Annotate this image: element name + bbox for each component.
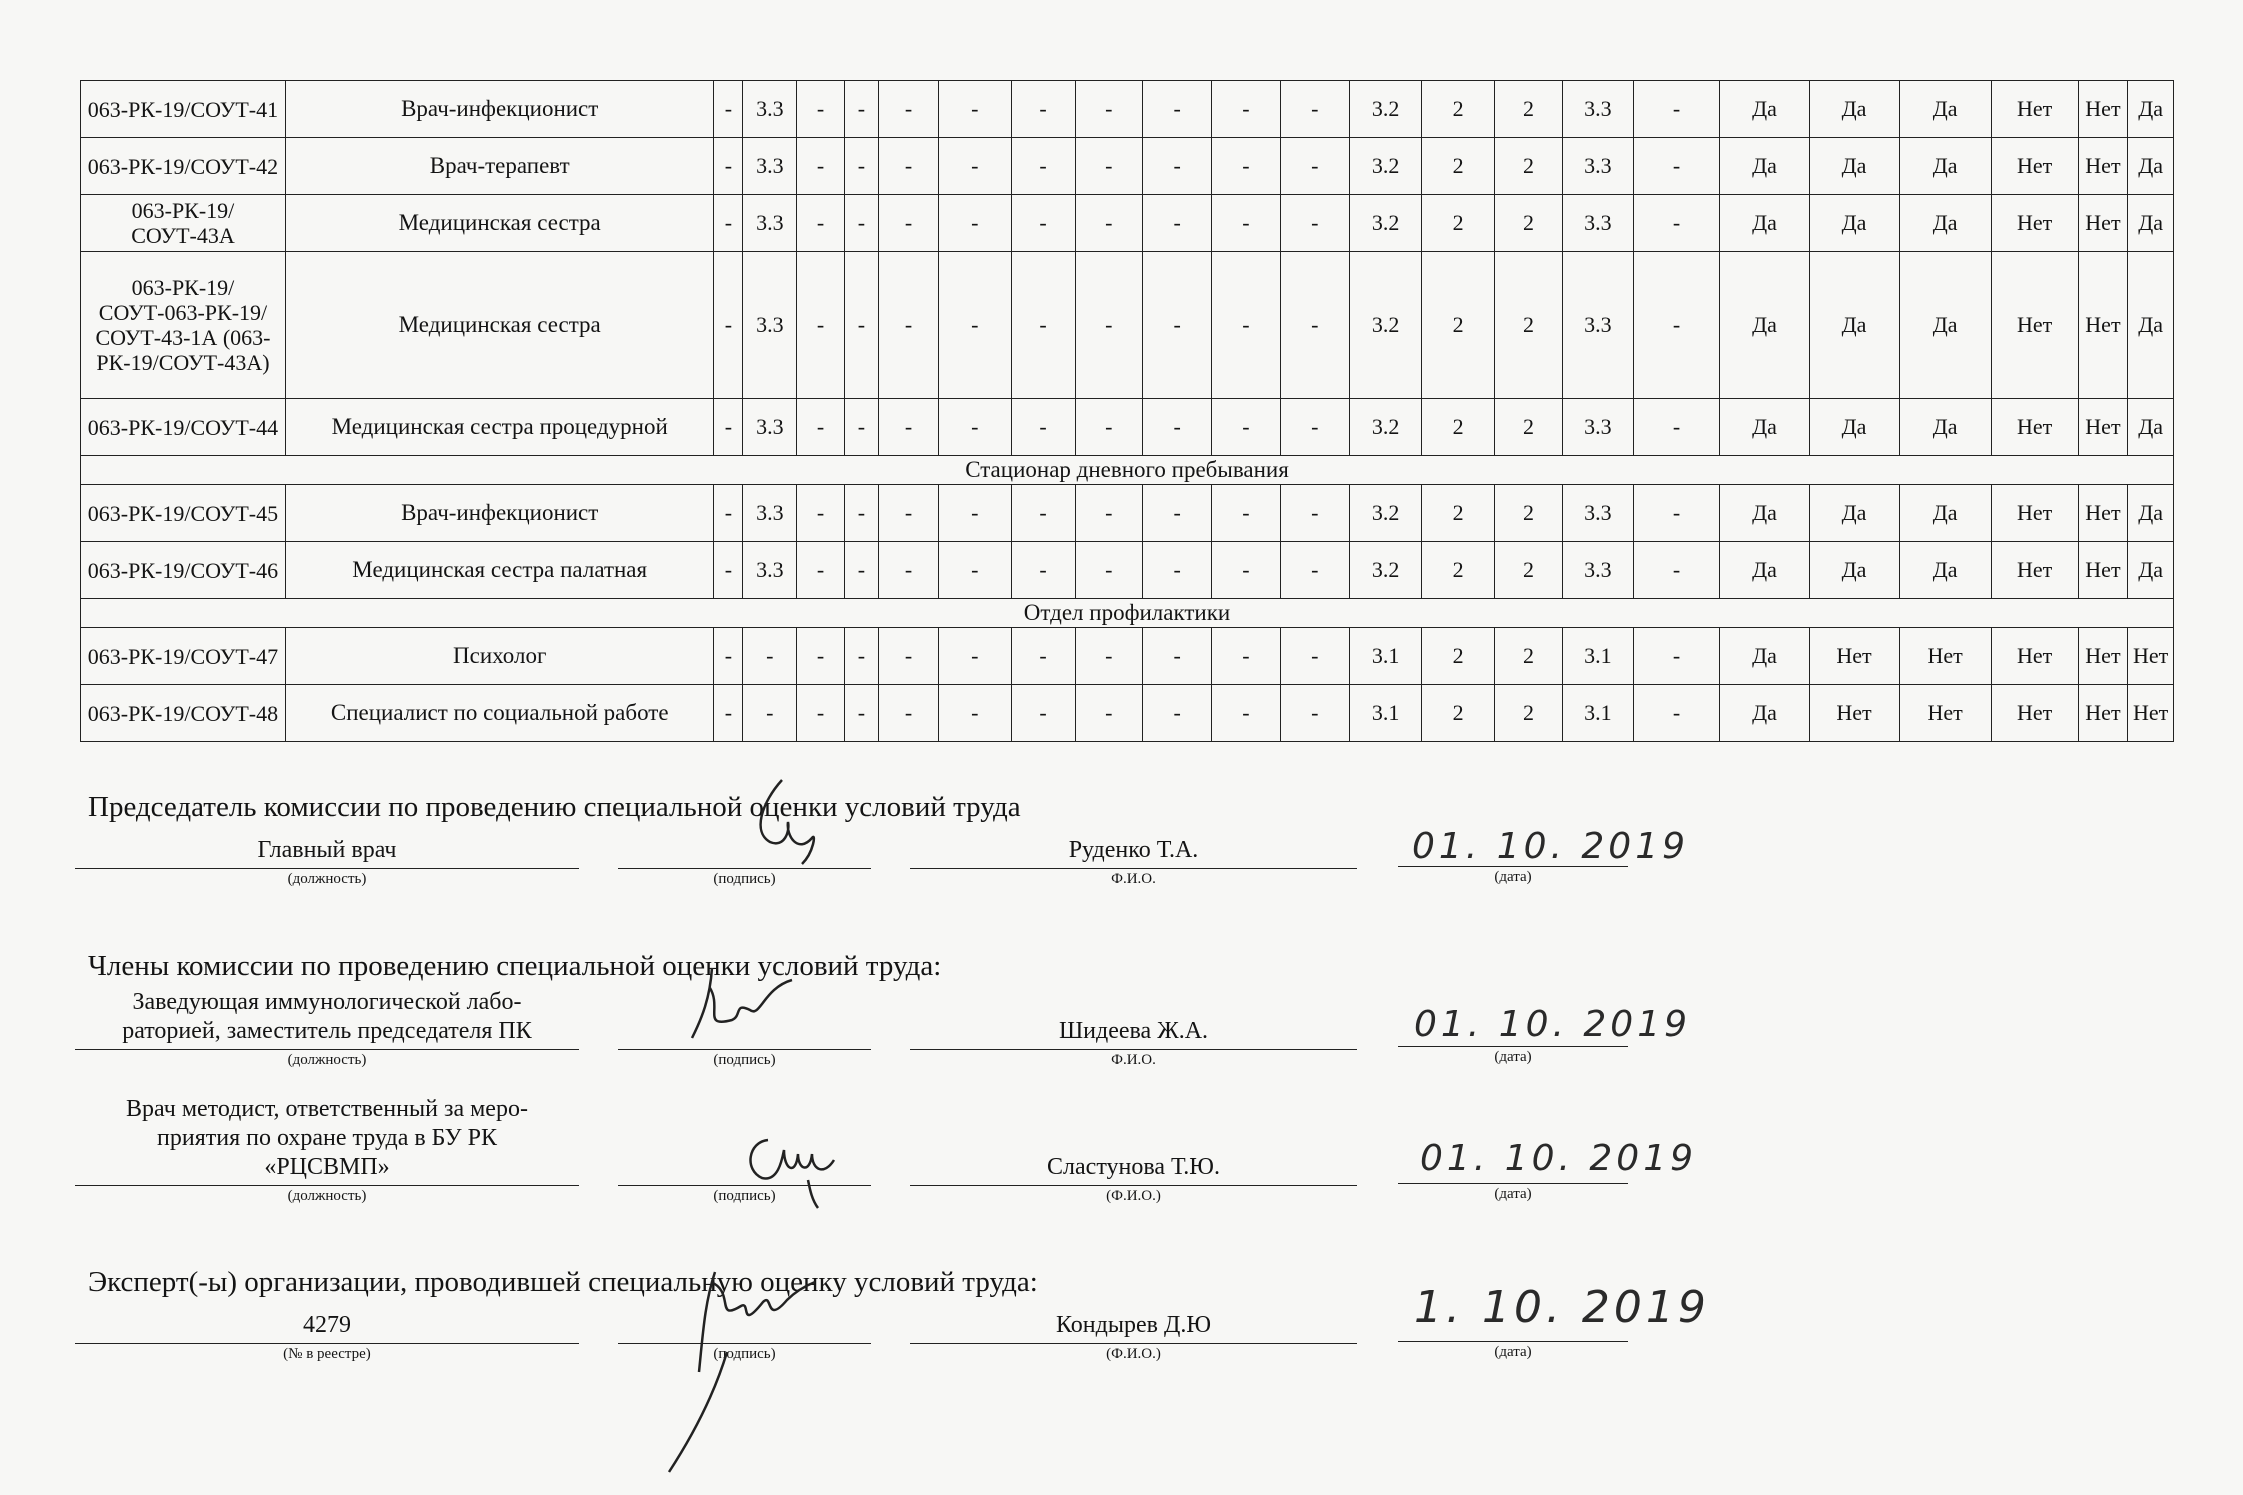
table-cell: Нет <box>1991 195 2078 252</box>
table-cell: 3.3 <box>743 252 797 399</box>
table-cell: - <box>1011 485 1075 542</box>
table-cell: - <box>1142 685 1211 742</box>
workplace-code: 063-РК-19/СОУТ-47 <box>81 628 286 685</box>
table-cell: - <box>879 252 939 399</box>
table-cell: 2 <box>1422 628 1494 685</box>
table-cell: - <box>844 138 878 195</box>
expert-name-caption: (Ф.И.О.) <box>1106 1346 1161 1362</box>
table-cell: - <box>797 81 845 138</box>
expert-signature-icon <box>655 1262 835 1482</box>
member-1-position: Заведующая иммунологической лабо- раторией, заместитель председателя ПК <box>122 989 532 1044</box>
workplace-code: 063-РК-19/СОУТ-063-РК-19/СОУТ-43-1А (063-РК-19/СОУТ-43А) <box>81 252 286 399</box>
table-cell: - <box>1633 628 1720 685</box>
table-cell: Да <box>2128 399 2174 456</box>
table-cell: - <box>844 81 878 138</box>
table-cell: 3.1 <box>1349 628 1421 685</box>
table-cell: Нет <box>2078 542 2128 599</box>
position-name: Врач-терапевт <box>285 138 714 195</box>
table-cell: - <box>939 685 1011 742</box>
table-cell: - <box>1142 542 1211 599</box>
table-cell: - <box>939 195 1011 252</box>
table-cell: Нет <box>1809 628 1899 685</box>
table-cell: - <box>1142 252 1211 399</box>
table-row <box>81 81 2174 138</box>
table-cell: - <box>1011 138 1075 195</box>
table-cell: - <box>939 399 1011 456</box>
table-cell: - <box>939 485 1011 542</box>
table-cell: Нет <box>1991 542 2078 599</box>
table-cell: - <box>1212 81 1280 138</box>
chair-signature-icon <box>742 772 832 872</box>
table-cell: - <box>1280 138 1349 195</box>
table-cell: - <box>1633 81 1720 138</box>
table-row <box>81 195 2174 252</box>
table-cell: 2 <box>1494 399 1562 456</box>
chair-heading: Председатель комиссии по проведению специальной оценки условий труда <box>88 791 1021 823</box>
table-cell: Да <box>1720 195 1809 252</box>
table-cell: 3.3 <box>1563 399 1633 456</box>
table-cell: - <box>844 195 878 252</box>
table-cell: 3.2 <box>1349 542 1421 599</box>
table-cell: Да <box>1899 542 1991 599</box>
table-cell: 3.1 <box>1563 628 1633 685</box>
table-cell: Нет <box>2078 138 2128 195</box>
table-cell: Да <box>1899 195 1991 252</box>
expert-date-caption: (дата) <box>1494 1344 1532 1360</box>
table-cell: 3.3 <box>743 195 797 252</box>
member-1-position-caption: (должность) <box>287 1052 367 1068</box>
table-cell: - <box>879 399 939 456</box>
position-name: Психолог <box>285 628 714 685</box>
table-cell: Да <box>1720 542 1809 599</box>
workplace-code: 063-РК-19/СОУТ-46 <box>81 542 286 599</box>
section-title: Стационар дневного пребывания <box>81 456 2174 485</box>
table-cell: Да <box>1809 485 1899 542</box>
table-cell: - <box>844 485 878 542</box>
position-name: Врач-инфекционист <box>285 81 714 138</box>
table-cell: - <box>1280 81 1349 138</box>
table-cell: - <box>797 252 845 399</box>
table-cell: - <box>797 399 845 456</box>
table-cell: Нет <box>2078 685 2128 742</box>
member-2-position-caption: (должность) <box>287 1188 367 1204</box>
table-cell: - <box>1212 542 1280 599</box>
table-cell: - <box>1633 195 1720 252</box>
table-cell: - <box>743 628 797 685</box>
table-cell: - <box>1075 542 1142 599</box>
table-cell: - <box>1280 685 1349 742</box>
table-cell: - <box>879 485 939 542</box>
table-cell: - <box>1075 685 1142 742</box>
table-row <box>81 542 2174 599</box>
table-cell: 2 <box>1422 685 1494 742</box>
table-cell: Да <box>1809 399 1899 456</box>
expert-date: 1. 10. 2019 <box>1414 1282 1710 1333</box>
table-cell: - <box>939 628 1011 685</box>
table-cell: 3.3 <box>1563 81 1633 138</box>
chair-name: Руденко Т.А. <box>1068 837 1199 863</box>
table-cell: 3.2 <box>1349 195 1421 252</box>
table-cell: 2 <box>1422 399 1494 456</box>
member-1-name: Шидеева Ж.А. <box>1058 1018 1209 1044</box>
table-cell: Нет <box>2128 685 2174 742</box>
chair-date-caption: (дата) <box>1494 869 1532 885</box>
table-cell: - <box>879 81 939 138</box>
table-cell: Нет <box>2078 195 2128 252</box>
table-cell: Да <box>2128 485 2174 542</box>
chair-name-field <box>910 835 1357 887</box>
member-2-name-caption: (Ф.И.О.) <box>1106 1188 1161 1204</box>
table-cell: 2 <box>1422 195 1494 252</box>
members-heading: Члены комиссии по проведению специальной оценки условий труда: <box>88 950 942 982</box>
table-row <box>81 485 2174 542</box>
member-1-name-caption: Ф.И.О. <box>1111 1052 1156 1068</box>
table-cell: - <box>939 138 1011 195</box>
table-cell: - <box>1280 485 1349 542</box>
table-row <box>81 399 2174 456</box>
table-cell: - <box>1280 195 1349 252</box>
expert-registry-field <box>75 1310 579 1362</box>
table-cell: - <box>1142 628 1211 685</box>
table-cell: 2 <box>1494 542 1562 599</box>
member-1-signature-caption: (подпись) <box>713 1052 776 1068</box>
table-cell: Нет <box>1991 485 2078 542</box>
table-cell: Да <box>1809 138 1899 195</box>
table-cell: Да <box>1899 485 1991 542</box>
table-cell: - <box>1142 399 1211 456</box>
table-cell: 3.1 <box>1349 685 1421 742</box>
table-cell: - <box>1633 399 1720 456</box>
table-cell: - <box>1633 252 1720 399</box>
member-2-date-caption: (дата) <box>1494 1186 1532 1202</box>
table-cell: - <box>1212 685 1280 742</box>
table-cell: - <box>797 542 845 599</box>
table-cell: Нет <box>1899 628 1991 685</box>
table-cell: - <box>1142 195 1211 252</box>
table-cell: Да <box>2128 542 2174 599</box>
table-cell: - <box>879 138 939 195</box>
table-cell: - <box>1011 685 1075 742</box>
table-cell: 2 <box>1494 195 1562 252</box>
member-1-position-field <box>75 984 579 1068</box>
table-cell: 3.3 <box>1563 485 1633 542</box>
member-1-date: 01. 10. 2019 <box>1414 1004 1692 1045</box>
table-cell: - <box>1075 628 1142 685</box>
table-cell: - <box>797 138 845 195</box>
chair-position: Главный врач <box>257 837 397 863</box>
table-cell: 3.3 <box>1563 138 1633 195</box>
table-cell: - <box>1212 138 1280 195</box>
chair-date: 01. 10. 2019 <box>1412 826 1690 867</box>
table-cell: - <box>797 685 845 742</box>
member-1-signature-icon <box>672 958 812 1048</box>
table-cell: - <box>939 252 1011 399</box>
position-name: Врач-инфекционист <box>285 485 714 542</box>
table-cell: Да <box>2128 81 2174 138</box>
table-cell: - <box>1075 81 1142 138</box>
table-cell: Да <box>2128 138 2174 195</box>
table-cell: Да <box>1720 252 1809 399</box>
table-cell: Нет <box>1991 252 2078 399</box>
section-row <box>81 599 2174 628</box>
table-cell: Да <box>1720 399 1809 456</box>
table-cell: - <box>844 252 878 399</box>
member-2-name: Сластунова Т.Ю. <box>1047 1154 1220 1180</box>
table-cell: - <box>1633 485 1720 542</box>
table-cell: Нет <box>2078 252 2128 399</box>
table-cell: 2 <box>1422 542 1494 599</box>
table-cell: - <box>1142 138 1211 195</box>
table-cell: - <box>714 628 743 685</box>
chair-position-caption: (должность) <box>287 871 367 887</box>
chair-name-caption: Ф.И.О. <box>1111 871 1156 887</box>
member-1-name-field <box>910 1016 1357 1068</box>
table-cell: Нет <box>2128 628 2174 685</box>
table-cell: Да <box>1720 628 1809 685</box>
table-cell: 2 <box>1494 81 1562 138</box>
table-cell: 3.3 <box>1563 252 1633 399</box>
table-cell: 2 <box>1494 252 1562 399</box>
table-cell: - <box>939 81 1011 138</box>
table-cell: - <box>1011 628 1075 685</box>
workplace-code: 063-РК-19/СОУТ-44 <box>81 399 286 456</box>
member-2-name-field <box>910 1152 1357 1204</box>
table-cell: 3.2 <box>1349 81 1421 138</box>
table-cell: Да <box>1720 685 1809 742</box>
table-cell: - <box>1212 485 1280 542</box>
position-name: Специалист по социальной работе <box>285 685 714 742</box>
table-cell: - <box>1633 542 1720 599</box>
table-cell: - <box>1011 542 1075 599</box>
table-cell: Нет <box>2078 485 2128 542</box>
table-cell: Да <box>2128 252 2174 399</box>
table-cell: 3.3 <box>743 542 797 599</box>
table-cell: Да <box>1720 81 1809 138</box>
table-cell: 2 <box>1494 685 1562 742</box>
table-cell: - <box>1280 399 1349 456</box>
table-cell: - <box>1633 685 1720 742</box>
table-cell: Да <box>1809 252 1899 399</box>
workplace-code: 063-РК-19/СОУТ-45 <box>81 485 286 542</box>
member-2-position-field <box>75 1086 579 1204</box>
workplace-code: 063-РК-19/СОУТ-42 <box>81 138 286 195</box>
table-cell: - <box>1011 399 1075 456</box>
position-name: Медицинская сестра <box>285 252 714 399</box>
table-cell: - <box>844 399 878 456</box>
expert-heading: Эксперт(-ы) организации, проводившей специальную оценку условий труда: <box>88 1266 1038 1298</box>
table-cell: 2 <box>1494 485 1562 542</box>
expert-name: Кондырев Д.Ю <box>1055 1312 1211 1338</box>
table-cell: Нет <box>2078 399 2128 456</box>
table-cell: - <box>1075 399 1142 456</box>
member-2-signature-caption: (подпись) <box>713 1188 776 1204</box>
table-cell: - <box>1075 485 1142 542</box>
table-cell: - <box>879 628 939 685</box>
table-cell: 3.2 <box>1349 485 1421 542</box>
table-row <box>81 252 2174 399</box>
member-1-date-caption: (дата) <box>1494 1049 1532 1065</box>
table-cell: - <box>879 195 939 252</box>
workplace-code: 063-РК-19/СОУТ-48 <box>81 685 286 742</box>
workplace-code: 063-РК-19/СОУТ-43А <box>81 195 286 252</box>
table-cell: Нет <box>1991 628 2078 685</box>
table-cell: Нет <box>1991 138 2078 195</box>
table-cell: Да <box>1899 252 1991 399</box>
table-cell: 2 <box>1494 138 1562 195</box>
table-cell: - <box>714 485 743 542</box>
table-cell: Нет <box>2078 81 2128 138</box>
table-cell: Да <box>1899 81 1991 138</box>
table-cell: - <box>879 542 939 599</box>
table-cell: - <box>797 195 845 252</box>
position-name: Медицинская сестра <box>285 195 714 252</box>
table-cell: 2 <box>1422 252 1494 399</box>
table-cell: - <box>879 685 939 742</box>
table-cell: - <box>797 485 845 542</box>
table-cell: - <box>714 195 743 252</box>
table-cell: 3.3 <box>1563 195 1633 252</box>
table-cell: Да <box>1899 138 1991 195</box>
workplace-code: 063-РК-19/СОУТ-41 <box>81 81 286 138</box>
table-cell: - <box>743 685 797 742</box>
table-cell: - <box>1011 195 1075 252</box>
table-cell: - <box>797 628 845 685</box>
table-cell: - <box>714 138 743 195</box>
table-cell: - <box>1212 628 1280 685</box>
table-cell: - <box>1280 542 1349 599</box>
table-cell: 3.2 <box>1349 399 1421 456</box>
table-cell: 2 <box>1422 81 1494 138</box>
table-cell: Да <box>2128 195 2174 252</box>
table-row <box>81 628 2174 685</box>
table-cell: - <box>1011 81 1075 138</box>
table-cell: 2 <box>1422 138 1494 195</box>
table-cell: - <box>844 685 878 742</box>
table-row <box>81 685 2174 742</box>
table-cell: - <box>1633 138 1720 195</box>
table-cell: - <box>939 542 1011 599</box>
chair-signature-caption: (подпись) <box>713 871 776 887</box>
table-cell: 3.2 <box>1349 252 1421 399</box>
table-cell: Да <box>1720 485 1809 542</box>
table-cell: Да <box>1809 81 1899 138</box>
table-cell: - <box>1280 628 1349 685</box>
expert-signature-caption: (подпись) <box>713 1346 776 1362</box>
table-cell: 3.3 <box>743 81 797 138</box>
member-2-date: 01. 10. 2019 <box>1420 1138 1698 1179</box>
chair-position-field <box>75 835 579 887</box>
table-cell: Да <box>1899 399 1991 456</box>
position-name: Медицинская сестра процедурной <box>285 399 714 456</box>
table-cell: - <box>1075 252 1142 399</box>
expert-registry-caption: (№ в реестре) <box>283 1346 371 1362</box>
table-cell: - <box>1280 252 1349 399</box>
expert-name-field <box>910 1310 1357 1362</box>
section-title: Отдел профилактики <box>81 599 2174 628</box>
table-cell: - <box>1212 399 1280 456</box>
table-cell: 3.3 <box>1563 542 1633 599</box>
table-cell: - <box>714 685 743 742</box>
table-cell: 3.2 <box>1349 138 1421 195</box>
table-cell: - <box>1011 252 1075 399</box>
table-cell: - <box>714 81 743 138</box>
table-cell: Нет <box>2078 628 2128 685</box>
table-cell: - <box>1212 252 1280 399</box>
table-cell: - <box>844 628 878 685</box>
table-cell: Нет <box>1809 685 1899 742</box>
table-cell: - <box>714 252 743 399</box>
table-cell: - <box>844 542 878 599</box>
table-cell: Да <box>1809 195 1899 252</box>
table-cell: - <box>1142 81 1211 138</box>
table-cell: Нет <box>1899 685 1991 742</box>
table-cell: - <box>1142 485 1211 542</box>
working-conditions-table <box>80 80 2174 742</box>
member-2-position: Врач методист, ответственный за меро- приятия по охране труда в БУ РК «РЦСВМП» <box>126 1096 528 1180</box>
position-name: Медицинская сестра палатная <box>285 542 714 599</box>
table-cell: Нет <box>1991 399 2078 456</box>
table-cell: Да <box>1809 542 1899 599</box>
table-cell: - <box>1075 195 1142 252</box>
table-cell: - <box>1075 138 1142 195</box>
table-cell: Да <box>1720 138 1809 195</box>
table-cell: 3.3 <box>743 138 797 195</box>
table-cell: - <box>1212 195 1280 252</box>
table-row <box>81 138 2174 195</box>
member-2-signature-icon <box>738 1120 848 1210</box>
table-cell: 3.3 <box>743 399 797 456</box>
table-cell: 2 <box>1494 628 1562 685</box>
table-cell: - <box>714 542 743 599</box>
table-cell: 3.1 <box>1563 685 1633 742</box>
table-cell: Нет <box>1991 685 2078 742</box>
section-row <box>81 456 2174 485</box>
table-cell: 3.3 <box>743 485 797 542</box>
table-cell: 2 <box>1422 485 1494 542</box>
table-cell: Нет <box>1991 81 2078 138</box>
table-cell: - <box>714 399 743 456</box>
expert-registry: 4279 <box>303 1312 351 1338</box>
